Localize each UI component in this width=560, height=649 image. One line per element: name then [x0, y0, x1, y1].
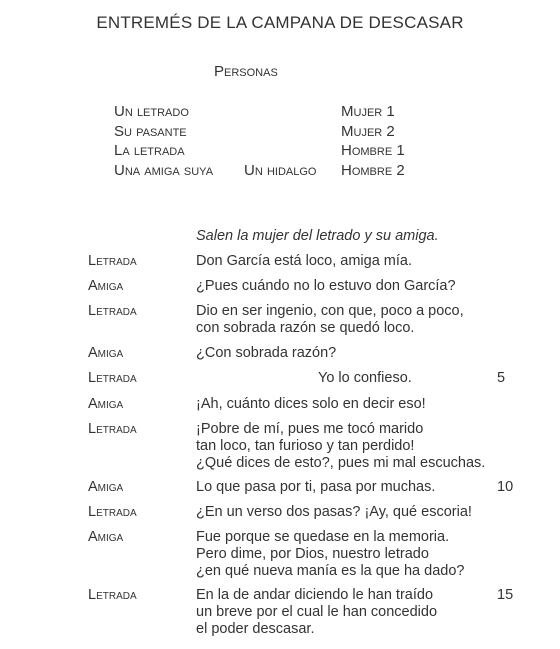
verse-line: ¿Qué dices de esto?, pues mi mal escuchas. — [196, 455, 486, 471]
cast-actor: Mujer 2 — [341, 122, 395, 140]
personas-heading: Personas — [214, 63, 278, 80]
verse-line: Pero dime, por Dios, nuestro letrado — [196, 546, 429, 562]
speaker: Amiga — [88, 278, 124, 294]
cast-item: Una amiga suya — [114, 161, 214, 179]
verse-text — [196, 345, 336, 362]
page-title: ENTREMÉS DE LA CAMPANA DE DESCASAR — [96, 13, 464, 32]
verse-line: Dio en ser ingenio, con que, poco a poco, — [196, 303, 464, 319]
verse-line: ¿En un verso dos pasas? ¡Ay, qué escoria! — [196, 504, 472, 520]
verse-line: tan loco, tan furioso y tan perdido! — [196, 438, 415, 454]
verse-line: Don García está loco, amiga mía. — [196, 253, 412, 269]
cast-actor: Mujer 1 — [341, 103, 395, 120]
speaker: Letrada — [88, 253, 137, 269]
speaker: Letrada — [88, 504, 137, 520]
verse-text — [196, 253, 412, 270]
speaker: Amiga — [88, 479, 124, 495]
verse-text — [196, 278, 456, 295]
speaker: Letrada — [88, 303, 137, 319]
verse-text — [196, 479, 435, 496]
verse-line: Fue porque se quedase en la memoria. — [196, 529, 450, 545]
cast-list-characters — [114, 102, 213, 180]
cast-item: Su pasante — [114, 122, 187, 140]
verse-line: Yo lo confieso. — [318, 370, 412, 386]
cast-actor: Hombre 2 — [341, 161, 405, 179]
line-number: 5 — [497, 370, 506, 386]
cast-item: La letrada — [114, 142, 185, 159]
verse-text — [196, 421, 485, 472]
verse-text — [196, 370, 412, 387]
verse-line: Lo que pasa por ti, pasa por muchas. — [196, 479, 436, 495]
cast-item: Un letrado — [114, 103, 189, 120]
line-number: 15 — [497, 587, 514, 603]
verse-text — [196, 303, 464, 337]
speaker: Amiga — [88, 345, 124, 361]
cast-list-extra — [244, 161, 316, 181]
verse-text — [196, 396, 426, 413]
verse-text — [196, 587, 437, 638]
cast-item: Un hidalgo — [244, 162, 317, 179]
verse-line: con sobrada razón se quedó loco. — [196, 320, 415, 336]
cast-actor: Hombre 1 — [341, 142, 405, 159]
verse-line: ¿Con sobrada razón? — [196, 345, 337, 361]
speaker: Letrada — [88, 421, 137, 437]
verse-line: ¿Pues cuándo no lo estuvo don García? — [196, 278, 456, 294]
verse-text — [196, 504, 472, 521]
speaker: Amiga — [88, 396, 124, 412]
speaker: Letrada — [88, 370, 137, 386]
speaker: Letrada — [88, 587, 137, 603]
verse-line: el poder descasar. — [196, 621, 315, 637]
speaker: Amiga — [88, 529, 124, 545]
stage-direction: Salen la mujer del letrado y su amiga. — [196, 228, 439, 244]
verse-line: En la de andar diciendo le han traído — [196, 587, 434, 603]
verse-line: un breve por el cual le han concedido — [196, 604, 438, 620]
cast-list-actors — [341, 102, 405, 180]
line-number: 10 — [497, 479, 514, 495]
verse-line: ¡Pobre de mí, pues me tocó marido — [196, 421, 424, 437]
verse-line: ¿en qué nueva manía es la que ha dado? — [196, 563, 465, 579]
verse-line: ¡Ah, cuánto dices solo en decir eso! — [196, 396, 426, 412]
verse-text — [196, 529, 464, 580]
